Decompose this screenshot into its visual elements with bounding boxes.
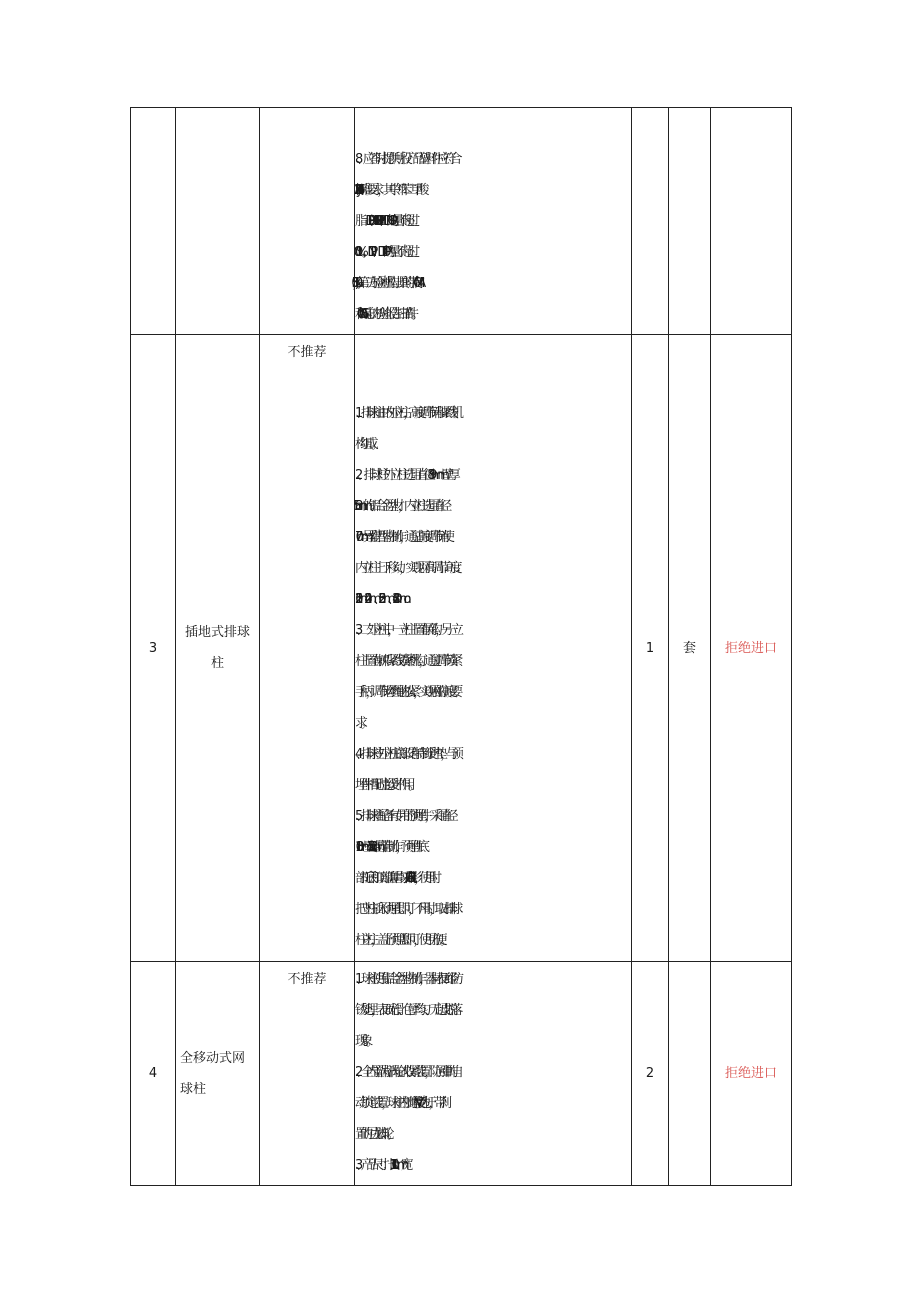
description-line: 0·05%。)，第三方检测机构出具的带有 CMA: [355, 276, 419, 291]
description-line: 108mm 壁厚 2.75mm 圆管制作，预埋件底: [355, 840, 423, 855]
description-line: 埋件相配时起缓冲作用。: [355, 778, 414, 793]
description-line: 动锁定装置，球柱内侧焊接 V 型边杆，带刹: [355, 1096, 445, 1111]
description-line: 部托底和顶部盖帽均采用 ABS 成形，使用时: [355, 871, 435, 886]
item-number: [131, 108, 176, 335]
description-line: 和 CNAS 标志的检验报告扫描件。: [355, 307, 417, 322]
description-line: 8.5mm 的铝合金型材，内立柱选用直径: [355, 499, 446, 514]
table-row: [131, 335, 792, 962]
description-line: 内立柱上下移动，实现网高调节高度：: [355, 561, 463, 576]
item-name-line: 插地式排球: [184, 625, 250, 640]
description-line: 2150mm2240mm、2350mm、243Ommo: [355, 592, 404, 607]
description-line: 70mm 异型铝型材制作，通过高度调节销使: [355, 530, 448, 545]
item-name: [176, 108, 260, 335]
item-name-line: 全移动式网: [180, 1050, 246, 1066]
description-line: 1、排球柱由内外立柱，高度调节销和紧线机: [355, 406, 457, 421]
description-line: 3、产品尺寸：长 13110mm*宽: [355, 1158, 406, 1173]
recommend-cell: 不推荐: [260, 335, 355, 962]
spec-table: [130, 107, 792, 1186]
quantity-cell: 2: [632, 962, 669, 1186]
description-line: 3、二外立柱中，一立柱上置有网钩，另一立: [355, 623, 457, 638]
unit-cell: [669, 108, 711, 335]
quantity-cell: 1: [632, 335, 669, 962]
description-line: 构组成。: [355, 437, 377, 452]
description-line: 1、球柱使用铝合金型材制作，器材表面经防: [355, 972, 457, 987]
recommend-cell: [260, 108, 355, 335]
description-line: 2、排球柱外立柱选用直径 89mm 壁厚: [355, 468, 455, 483]
recommend-cell: 不推荐: [260, 962, 355, 1186]
item-description: [355, 335, 632, 962]
item-name-line: 球柱: [180, 1081, 207, 1097]
description-line: 置的尼龙脚轮。: [355, 1127, 393, 1142]
description-line: 手柄，调节钢丝绳的松紧，实现网的高度要: [355, 685, 456, 700]
description-line: 柱上置有棘爪紧线锁紧机构，通过调节锁紧: [355, 654, 456, 669]
item-number: 4: [131, 962, 176, 1186]
quantity-cell: [632, 108, 669, 335]
unit-cell: 套: [669, 335, 711, 962]
description-line: 5、排球柱配备有专用的预埋件，采用直径: [355, 809, 451, 824]
description-line: 锈处理，表面光滑、色泽均匀、无起皮脱落: [355, 1003, 456, 1018]
description-line: 0.01%。、DINP、DTDP 的量不超过: [355, 245, 414, 260]
unit-cell: [669, 962, 711, 1186]
description-line: 把立柱插入预埋孔即可，不用时，取出排球: [355, 902, 456, 917]
remark-cell: 拒绝进口: [711, 335, 792, 962]
description-line: 脂（DBP、BBP›DEHP、DNOP 的量不超过: [355, 214, 413, 229]
description-line: 8、应答时提供所投产品塑料件应符合: [355, 152, 456, 167]
description-line: 现象。: [355, 1034, 371, 1049]
remark-cell: [711, 108, 792, 335]
description-line: 求。: [355, 716, 366, 731]
remark-cell: 拒绝进口: [711, 962, 792, 1186]
table-row: [131, 108, 792, 335]
table-row: [131, 962, 792, 1186]
description-line: 4、排球柱外立柱底部设有特制缓冲垫，与预: [355, 747, 457, 762]
item-description: [355, 962, 632, 1186]
description-line: HJ2547-2016 标准要求，其中邻苯二甲酸: [355, 183, 423, 198]
item-number: 3: [131, 335, 176, 962]
item-name: [176, 335, 260, 962]
description-line: 柱立柱，盖上预埋盖即可，使用方便。: [355, 933, 446, 948]
item-name: [176, 962, 260, 1186]
item-description: [355, 108, 632, 335]
description-line: 2、全内置涡杆涡轮式收紧装置，防回弹的自: [355, 1065, 457, 1080]
item-name-line: 柱: [210, 656, 224, 671]
